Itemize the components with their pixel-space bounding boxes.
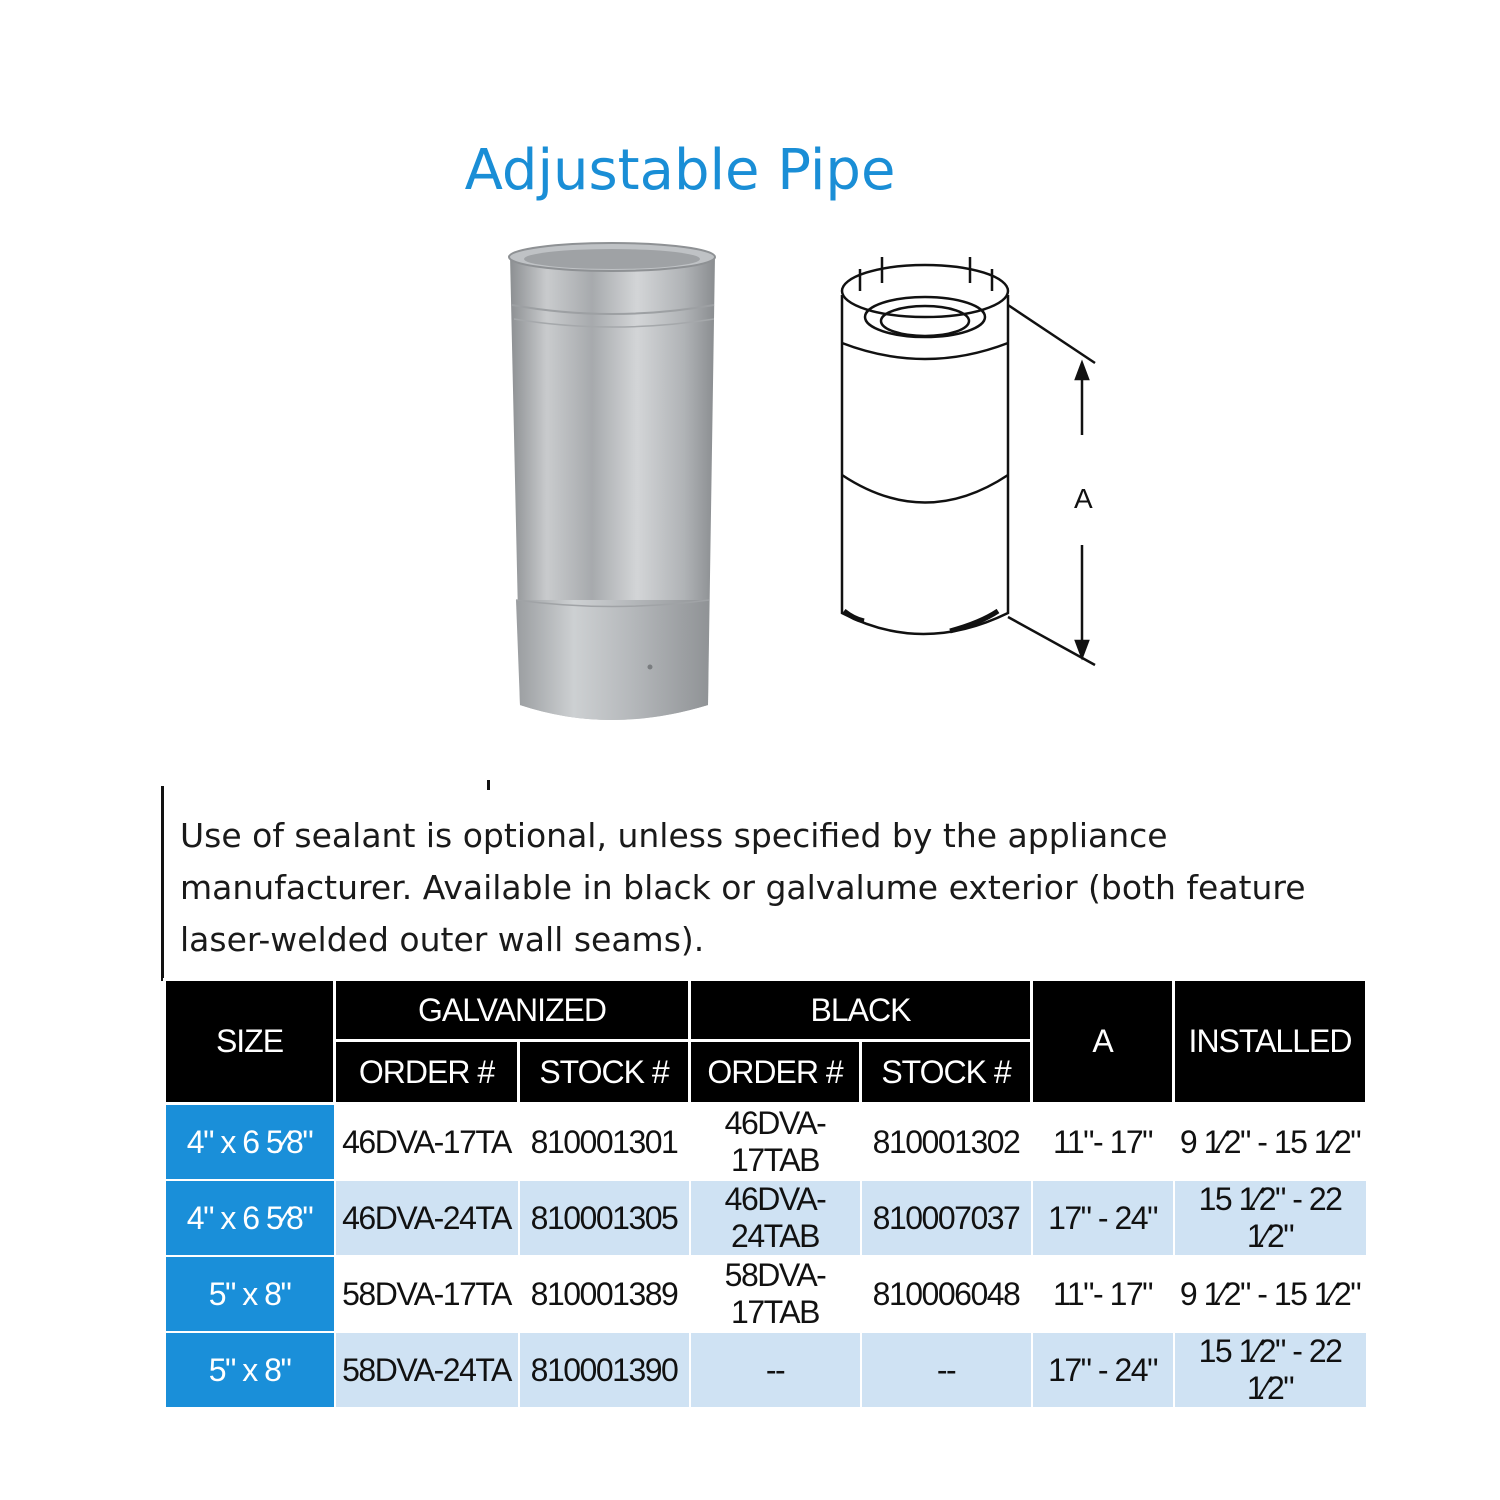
a-cell: 11"- 17" bbox=[1032, 1104, 1174, 1181]
size-cell: 4" x 6 5⁄8" bbox=[165, 1180, 335, 1256]
installed-cell: 15 1⁄2" - 22 1⁄2" bbox=[1174, 1332, 1367, 1408]
product-description: Use of sealant is optional, unless specified by the appliance manufacturer. Available in black or galvalume exterior (both feature laser-welded outer wall seams). bbox=[180, 816, 1306, 959]
galvanized-order-cell: 58DVA-17TA bbox=[335, 1256, 519, 1332]
header-galvanized-stock: STOCK # bbox=[519, 1041, 690, 1104]
divider-line bbox=[161, 786, 164, 981]
table-row bbox=[165, 1256, 1367, 1332]
installed-cell: 9 1⁄2" - 15 1⁄2" bbox=[1174, 1104, 1367, 1181]
black-stock-cell: 810006048 bbox=[861, 1256, 1032, 1332]
header-a: A bbox=[1032, 980, 1174, 1104]
spec-table bbox=[163, 978, 1368, 1409]
installed-cell: 15 1⁄2" - 22 1⁄2" bbox=[1174, 1180, 1367, 1256]
galvanized-stock-cell: 810001389 bbox=[519, 1256, 690, 1332]
galvanized-stock-cell: 810001301 bbox=[519, 1104, 690, 1181]
black-order-cell: 58DVA-17TAB bbox=[690, 1256, 861, 1332]
galvanized-stock-cell: 810001305 bbox=[519, 1180, 690, 1256]
table-row bbox=[165, 1180, 1367, 1256]
header-size: SIZE bbox=[165, 980, 335, 1104]
header-black-order: ORDER # bbox=[690, 1041, 861, 1104]
a-cell: 11"- 17" bbox=[1032, 1256, 1174, 1332]
black-stock-cell: -- bbox=[861, 1332, 1032, 1408]
header-black: BLACK bbox=[690, 980, 1032, 1041]
header-black-stock: STOCK # bbox=[861, 1041, 1032, 1104]
black-order-cell: -- bbox=[690, 1332, 861, 1408]
divider-tick bbox=[487, 780, 490, 790]
galvanized-order-cell: 46DVA-17TA bbox=[335, 1104, 519, 1181]
black-order-cell: 46DVA-24TAB bbox=[690, 1180, 861, 1256]
size-cell: 4" x 6 5⁄8" bbox=[165, 1104, 335, 1181]
size-cell: 5" x 8" bbox=[165, 1256, 335, 1332]
pipe-dimension-drawing bbox=[820, 245, 1120, 675]
header-galvanized: GALVANIZED bbox=[335, 980, 690, 1041]
a-cell: 17" - 24" bbox=[1032, 1332, 1174, 1408]
table-row bbox=[165, 1104, 1367, 1181]
galvanized-order-cell: 58DVA-24TA bbox=[335, 1332, 519, 1408]
size-cell: 5" x 8" bbox=[165, 1332, 335, 1408]
galvanized-stock-cell: 810001390 bbox=[519, 1332, 690, 1408]
black-order-cell: 46DVA-17TAB bbox=[690, 1104, 861, 1181]
table-row bbox=[165, 1332, 1367, 1408]
a-cell: 17" - 24" bbox=[1032, 1180, 1174, 1256]
galvanized-order-cell: 46DVA-24TA bbox=[335, 1180, 519, 1256]
header-galvanized-order: ORDER # bbox=[335, 1041, 519, 1104]
pipe-photo bbox=[490, 235, 740, 735]
dimension-label-a: A bbox=[1074, 483, 1093, 514]
black-stock-cell: 810001302 bbox=[861, 1104, 1032, 1181]
header-installed: INSTALLED bbox=[1174, 980, 1367, 1104]
page-title: Adjustable Pipe bbox=[464, 138, 896, 203]
black-stock-cell: 810007037 bbox=[861, 1180, 1032, 1256]
installed-cell: 9 1⁄2" - 15 1⁄2" bbox=[1174, 1256, 1367, 1332]
